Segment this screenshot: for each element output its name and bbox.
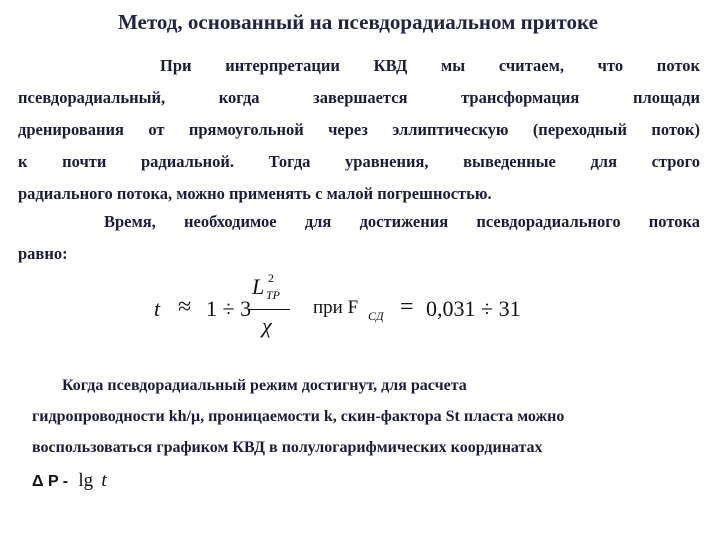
formula-numerator: L [252,274,265,299]
paragraph-line: гидропроводности kh/μ, проницаемости k, скин-фактора St пласта можно [32,408,565,425]
paragraph-line: к почти радиальной. Тогда уравнения, выведенные для строго [18,152,700,171]
paragraph-line: дренирования от прямоугольной через эллиптическую (переходный поток) [18,120,700,139]
fraction-bar [248,309,290,310]
coordinates-expression [32,470,107,492]
formula-var-t: t [154,296,161,321]
delta-p-label: Δ P - [32,473,69,490]
paragraph-line: псевдорадиальный, когда завершается трансформация площади [18,88,700,107]
formula-range-left: 1 ÷ 3 [206,296,252,321]
time-formula [150,270,570,350]
paragraph-intro [18,50,700,210]
page-title: Метод, основанный на псевдорадиальном притоке [118,10,598,34]
formula-approx: ≈ [178,294,192,320]
formula-range-right: 0,031 ÷ 31 [426,296,521,321]
formula-numerator-sub: ТР [266,288,281,302]
paragraph-line: воспользоваться графиком КВД в полулогарифмических координатах [32,439,543,456]
lg-label: lg [78,470,94,491]
formula-numerator-sup: 2 [268,271,274,285]
formula-equals: = [400,294,414,320]
paragraph-conclusion [32,370,712,463]
formula-at: при F [313,297,359,318]
paragraph-time [18,206,700,270]
paragraph-line: равно: [18,244,68,263]
formula-denominator: χ [262,313,272,338]
t-label: t [101,470,107,491]
paragraph-line: При интерпретации КВД мы считаем, что поток [160,56,700,75]
paragraph-line: радиального потока, можно применять с малой погрешностью. [18,184,492,203]
formula-at-sub: СД [368,309,384,323]
paragraph-line: Когда псевдорадиальный режим достигнут, для расчета [62,377,467,394]
paragraph-line: Время, необходимое для достижения псевдорадиального потока [104,212,700,231]
